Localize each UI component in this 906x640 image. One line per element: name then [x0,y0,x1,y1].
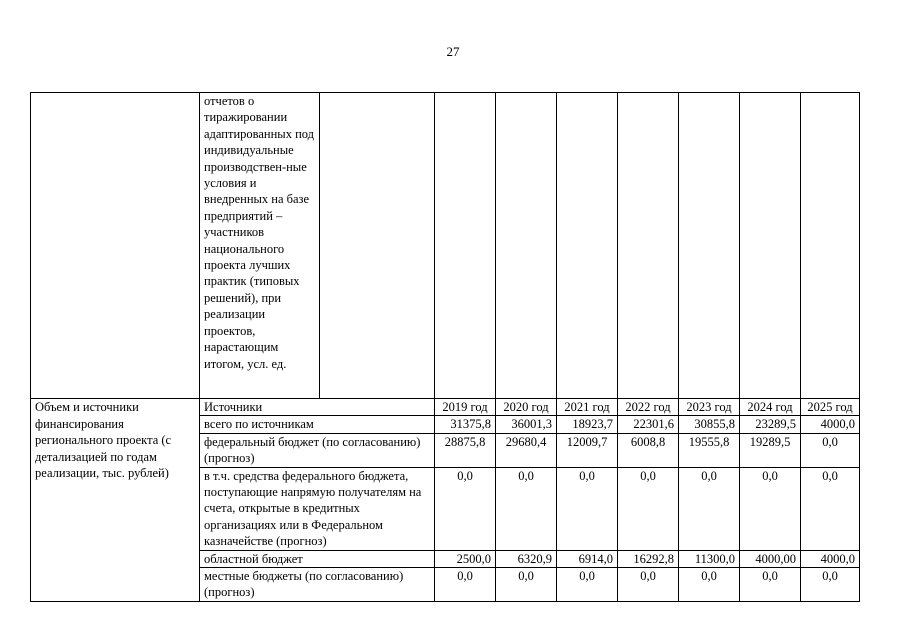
cell-value: 0,0 [679,568,740,602]
page-number: 27 [446,44,460,59]
empty-cell [679,93,740,399]
cell-value: 4000,0 [801,550,860,567]
empty-cell [740,93,801,399]
empty-cell [31,93,200,399]
cell-value: 0,0 [435,467,496,550]
table-header-row [31,399,860,416]
cell-value: 0,0 [740,568,801,602]
cell-value: 36001,3 [496,416,557,433]
row-label: в т.ч. средства федерального бюджета, поступающие напрямую получателям на счета, открытые в кредитных организациях или в Федеральном казначействе (прогноз) [200,467,435,550]
cell-value: 0,0 [618,467,679,550]
cell-value: 0,0 [557,568,618,602]
source-header: Источники [200,399,435,416]
cell-value: 6914,0 [557,550,618,567]
row-label: областной бюджет [200,550,435,567]
cell-value: 6008,8 [618,433,679,467]
cell-value: 0,0 [801,433,860,467]
cell-value: 0,0 [557,467,618,550]
year-header: 2023 год [679,399,740,416]
cell-value: 0,0 [496,467,557,550]
empty-cell [496,93,557,399]
empty-cell [618,93,679,399]
year-header: 2019 год [435,399,496,416]
cell-value: 18923,7 [557,416,618,433]
financing-label: Объем и источники финансирования регионального проекта (с детализацией по годам реализации, тыс. рублей) [31,399,200,602]
cell-value: 0,0 [801,568,860,602]
cell-value: 30855,8 [679,416,740,433]
cell-value: 22301,6 [618,416,679,433]
cell-value: 0,0 [801,467,860,550]
empty-cell [557,93,618,399]
year-header: 2025 год [801,399,860,416]
indicator-text: отчетов о тиражировании адаптированных под индивидуальные производствен-ные условия и внедренных на базе предприятий – участников национального проекта лучших практик (типовых решений), при реализации проектов, нарастающим итогом, усл. ед. [200,93,320,399]
cell-value: 23289,5 [740,416,801,433]
cell-value: 11300,0 [679,550,740,567]
cell-value: 0,0 [679,467,740,550]
cell-value: 0,0 [496,568,557,602]
financing-table [30,92,860,602]
year-header: 2020 год [496,399,557,416]
cell-value: 0,0 [435,568,496,602]
year-header: 2021 год [557,399,618,416]
cell-value: 0,0 [618,568,679,602]
cell-value: 4000,00 [740,550,801,567]
row-label: всего по источникам [200,416,435,433]
cell-value: 29680,4 [496,433,557,467]
cell-value: 2500,0 [435,550,496,567]
cell-value: 6320,9 [496,550,557,567]
year-header: 2022 год [618,399,679,416]
empty-cell [435,93,496,399]
cell-value: 16292,8 [618,550,679,567]
empty-cell [320,93,435,399]
cell-value: 0,0 [740,467,801,550]
cell-value: 4000,0 [801,416,860,433]
cell-value: 19555,8 [679,433,740,467]
cell-value: 31375,8 [435,416,496,433]
empty-cell [801,93,860,399]
row-label: федеральный бюджет (по согласованию) (прогноз) [200,433,435,467]
cell-value: 28875,8 [435,433,496,467]
indicator-continuation-row [31,93,860,399]
year-header: 2024 год [740,399,801,416]
cell-value: 12009,7 [557,433,618,467]
cell-value: 19289,5 [740,433,801,467]
row-label: местные бюджеты (по согласованию) (прогноз) [200,568,435,602]
